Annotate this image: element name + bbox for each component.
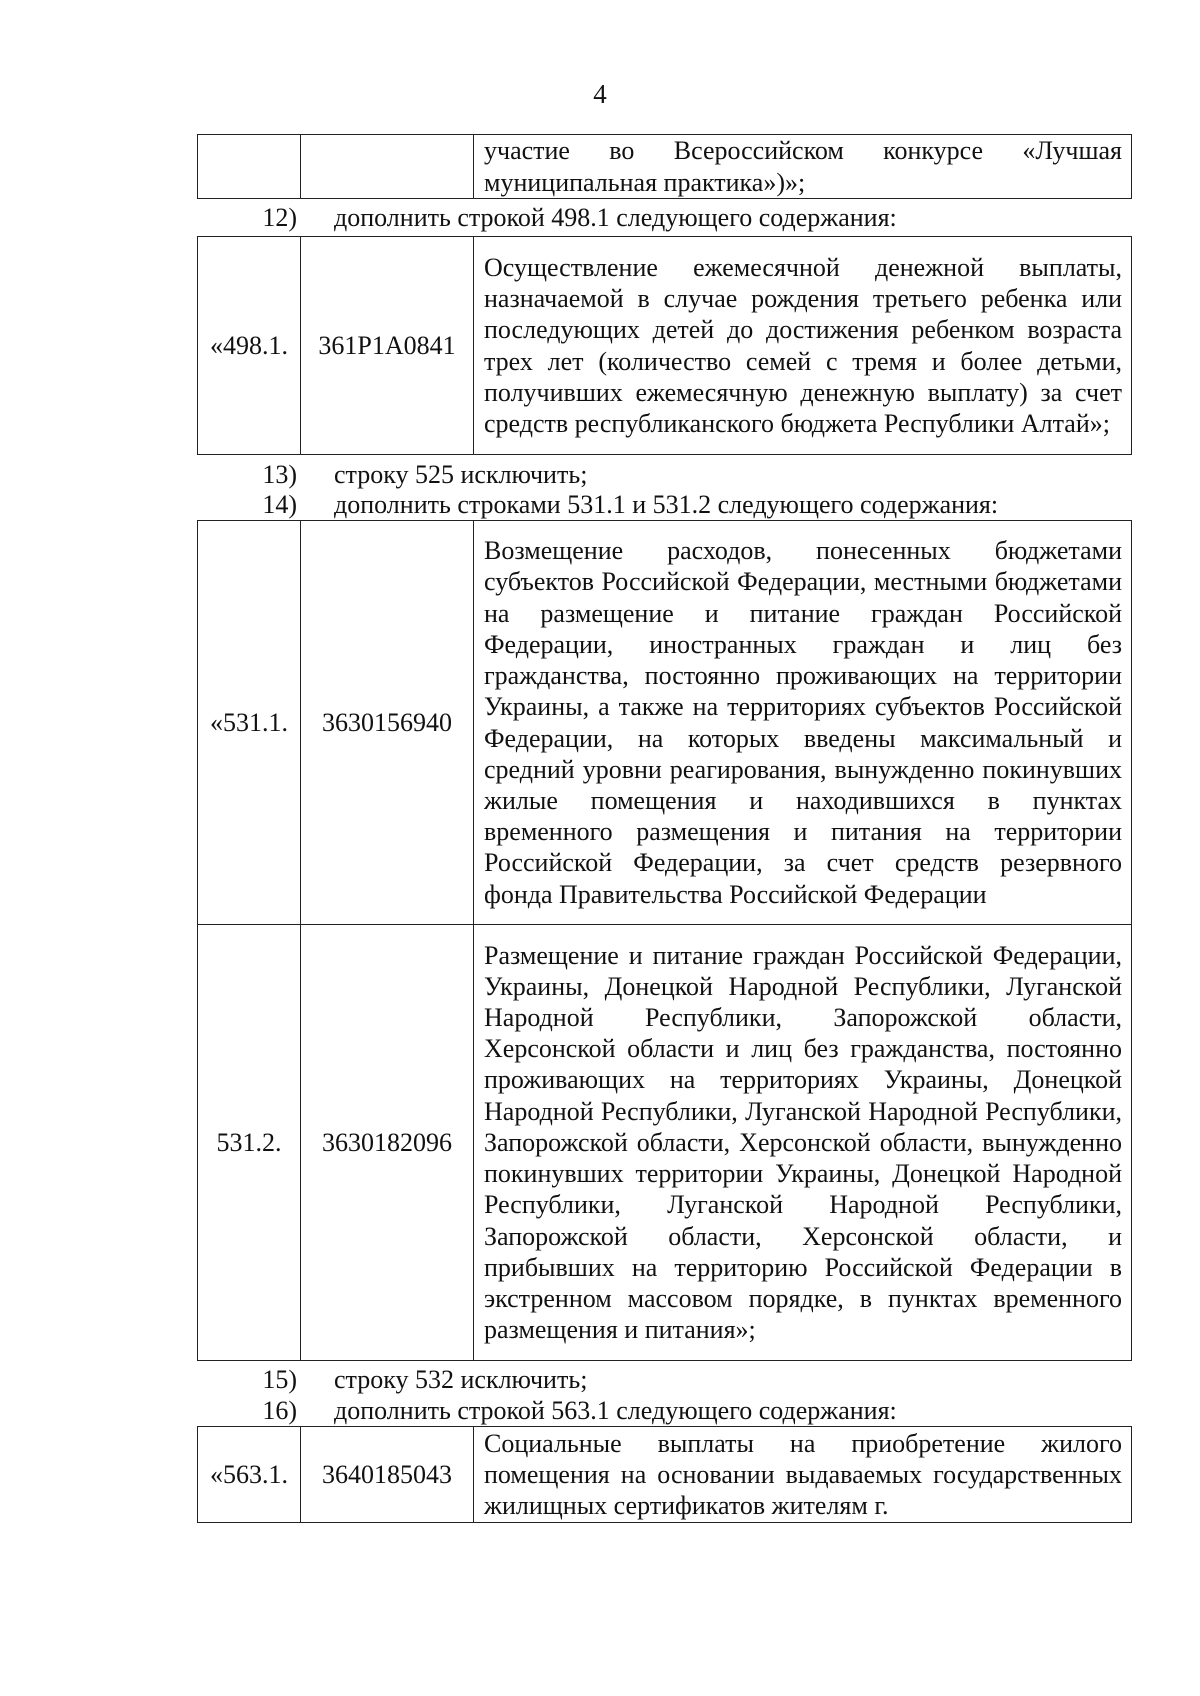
instruction-number: 15) <box>262 1365 297 1394</box>
budget-code-cell: 361P1A0841 <box>301 237 474 455</box>
instruction-number: 14) <box>262 490 297 519</box>
instruction-text: дополнить строкой 498.1 следующего содержания: <box>334 203 897 232</box>
budget-code-cell: 3640185043 <box>301 1427 474 1523</box>
table-row <box>198 237 1132 455</box>
row-number-cell <box>198 135 301 199</box>
budget-code-cell <box>301 135 474 199</box>
row-description-cell: участие во Всероссийском конкурсе «Лучшая муниципальная практика»)»; <box>474 135 1132 199</box>
instruction-text: строку 532 исключить; <box>334 1365 588 1394</box>
instruction-number: 13) <box>262 460 297 489</box>
row-number-cell: 531.2. <box>198 925 301 1361</box>
table-row-498-1 <box>197 236 1132 455</box>
page-number: 4 <box>593 79 607 109</box>
row-description-cell: Возмещение расходов, понесенных бюджетами субъектов Российской Федерации, местными бюджетами на размещение и питание граждан Российской Федерации, иностранных граждан и лиц без гражданства, постоянно проживающих на территории Украины, а также на территориях субъектов Российской Федерации, на которых введены максимальный и средний уровни реагирования, вынужденно покинувших жилые помещения и находившихся в пунктах временного размещения и питания на территории Российской Федерации, за счет средств резервного фонда Правительства Российской Федерации <box>474 521 1132 925</box>
instruction-number: 12) <box>262 203 297 232</box>
budget-code-cell: 3630156940 <box>301 521 474 925</box>
row-description-cell: Осуществление ежемесячной денежной выплаты, назначаемой в случае рождения третьего ребенка или последующих детей до достижения ребенком возраста трех лет (количество семей с тремя и более детьми, получивших ежемесячную денежную выплату) за счет средств республиканского бюджета Республики Алтай»; <box>474 237 1132 455</box>
row-description-cell: Размещение и питание граждан Российской Федерации, Украины, Донецкой Народной Республики, Луганской Народной Республики, Запорожской области, Херсонской области и лиц без гражданства, постоянно проживающих на территориях Украины, Донецкой Народной Республики, Луганской Народной Республики, Запорожской области, Херсонской области, вынужденно покинувших территории Украины, Донецкой Народной Республики, Луганской Народной Республики, Запорожской области, Херсонской области, и прибывших на территорию Российской Федерации в экстренном массовом порядке, в пунктах временного размещения и питания»; <box>474 925 1132 1361</box>
row-number-cell: «531.1. <box>198 521 301 925</box>
row-number-cell: «563.1. <box>198 1427 301 1523</box>
instruction-text: дополнить строкой 563.1 следующего содержания: <box>334 1396 897 1425</box>
instruction-text: строку 525 исключить; <box>334 460 588 489</box>
table-row <box>198 135 1132 199</box>
table-continuation <box>197 134 1132 199</box>
table-rows-531 <box>197 520 1132 1361</box>
table-row-563-1 <box>197 1426 1132 1523</box>
instruction-number: 16) <box>262 1396 297 1425</box>
table-row <box>198 521 1132 925</box>
instruction-text: дополнить строками 531.1 и 531.2 следующего содержания: <box>334 490 999 519</box>
table-row <box>198 925 1132 1361</box>
row-description-cell: Социальные выплаты на приобретение жилого помещения на основании выдаваемых государственных жилищных сертификатов жителям г. <box>474 1427 1132 1523</box>
budget-code-cell: 3630182096 <box>301 925 474 1361</box>
table-row <box>198 1427 1132 1523</box>
row-number-cell: «498.1. <box>198 237 301 455</box>
